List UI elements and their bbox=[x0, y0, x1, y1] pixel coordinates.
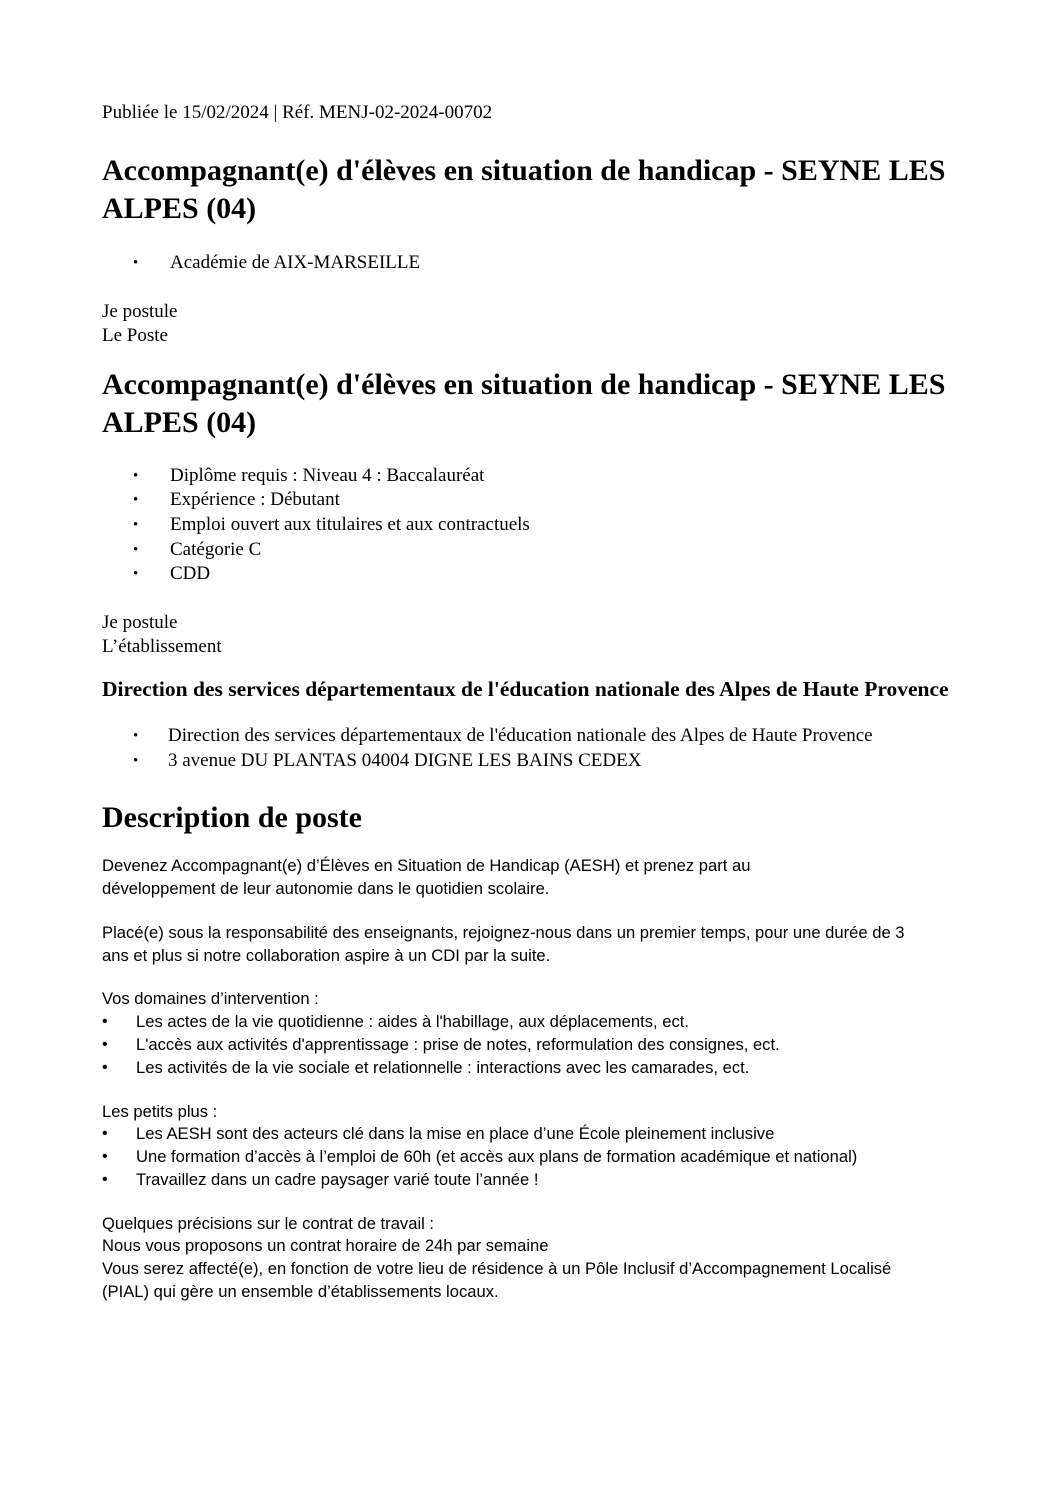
list-item: • Direction des services départementaux de l'éducation nationale des Alpes de Haute Provence bbox=[102, 724, 962, 749]
list-item: • L'accès aux activités d'apprentissage : prise de notes, reformulation des consignes, ect. bbox=[102, 1034, 962, 1057]
list-item: • 3 avenue DU PLANTAS 04004 DIGNE LES BAINS CEDEX bbox=[102, 749, 962, 774]
contract-assignment: Vous serez affecté(e), en fonction de votre lieu de résidence à un Pôle Inclusif d’Accompagnement Localisé (PIAL) qui gère un ensemble d’établissements locaux. bbox=[102, 1259, 892, 1302]
plus-list bbox=[102, 1123, 962, 1191]
list-item: • Catégorie C bbox=[102, 538, 962, 563]
apply-link[interactable]: Je postule bbox=[102, 611, 178, 633]
section-label-etablissement: L’établissement bbox=[102, 636, 222, 658]
publication-meta: Publiée le 15/02/2024 | Réf. MENJ-02-2024-00702 bbox=[102, 102, 493, 123]
list-item: • Académie de AIX-MARSEILLE bbox=[102, 251, 962, 276]
list-item: • Travaillez dans un cadre paysager varié toute l’année ! bbox=[102, 1169, 962, 1192]
plus-label: Les petits plus : bbox=[102, 1101, 218, 1121]
list-item: • Diplôme requis : Niveau 4 : Baccalauréat bbox=[102, 464, 962, 489]
list-item: • Expérience : Débutant bbox=[102, 488, 962, 513]
job-details-list bbox=[102, 464, 962, 587]
list-item: • Une formation d’accès à l’emploi de 60h (et accès aux plans de formation académique et national) bbox=[102, 1146, 962, 1169]
academy-list bbox=[102, 251, 962, 276]
document-page bbox=[102, 101, 962, 1304]
establishment-title: Direction des services départementaux de l'éducation nationale des Alpes de Haute Provence bbox=[102, 676, 949, 701]
list-item: • Les AESH sont des acteurs clé dans la mise en place d’une École pleinement inclusive bbox=[102, 1123, 962, 1146]
list-item: • CDD bbox=[102, 562, 962, 587]
list-item: • Les activités de la vie sociale et relationnelle : interactions avec les camarades, ect. bbox=[102, 1057, 962, 1080]
establishment-list bbox=[102, 724, 962, 773]
section-label-poste: Le Poste bbox=[102, 325, 168, 347]
description-placement: Placé(e) sous la responsabilité des enseignants, rejoignez-nous dans un premier temps, pour une durée de 3 ans et plus si notre collaboration aspire à un CDI par la suite. bbox=[102, 922, 905, 965]
job-title: Accompagnant(e) d'élèves en situation de handicap - SEYNE LES ALPES (04) bbox=[102, 154, 946, 225]
job-title-secondary: Accompagnant(e) d'élèves en situation de handicap - SEYNE LES ALPES (04) bbox=[102, 367, 946, 439]
domains-label: Vos domaines d’intervention : bbox=[102, 989, 319, 1009]
domains-list bbox=[102, 1011, 962, 1079]
list-item: • Emploi ouvert aux titulaires et aux contractuels bbox=[102, 513, 962, 538]
contract-label: Quelques précisions sur le contrat de travail : bbox=[102, 1213, 435, 1233]
list-item: • Les actes de la vie quotidienne : aides à l'habillage, aux déplacements, ect. bbox=[102, 1011, 962, 1034]
description-heading: Description de poste bbox=[102, 801, 362, 835]
description-intro: Devenez Accompagnant(e) d’Élèves en Situation de Handicap (AESH) et prenez part au développement de leur autonomie dans le quotidien scolaire. bbox=[102, 856, 751, 898]
apply-link[interactable]: Je postule bbox=[102, 300, 178, 322]
contract-hours: Nous vous proposons un contrat horaire de 24h par semaine bbox=[102, 1236, 549, 1256]
